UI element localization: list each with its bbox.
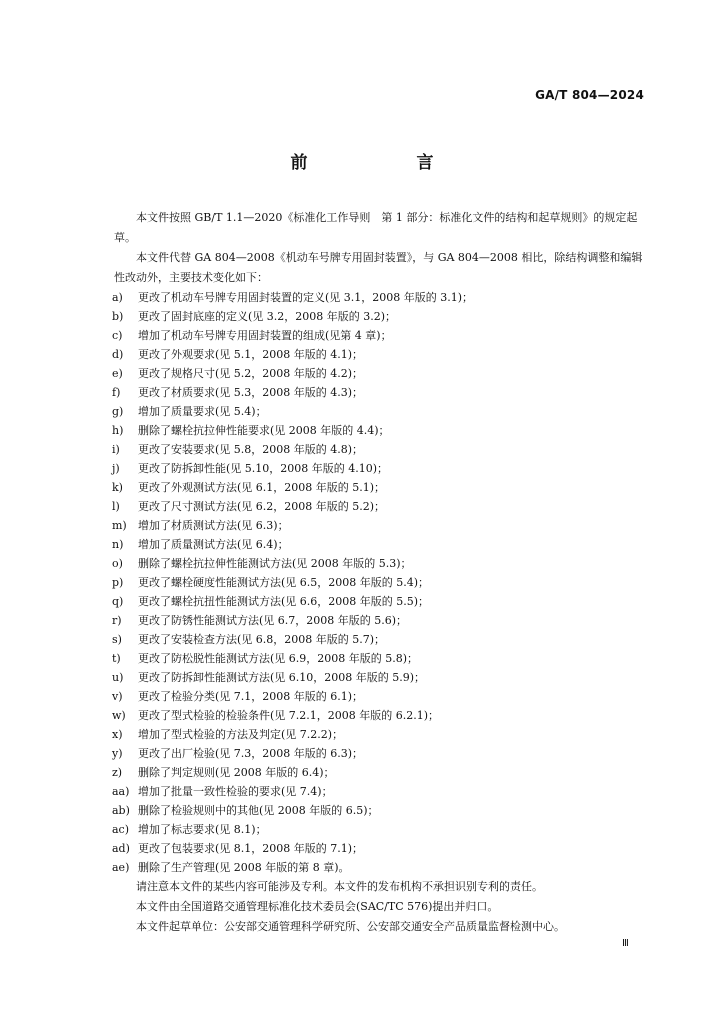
- list-item: [112, 668, 648, 687]
- list-item: [112, 820, 648, 839]
- committee-statement: 本文件由全国道路交通管理标准化技术委员会(SAC/TC 576)提出并归口。: [136, 900, 499, 913]
- list-item-label: r): [112, 614, 122, 627]
- list-item: [112, 440, 648, 459]
- list-item-text: 更改了安装检查方法(见 6.8，2008 年版的 5.7)；: [138, 633, 386, 646]
- list-item-text: 更改了检验分类(见 7.1，2008 年版的 6.1)；: [138, 690, 364, 703]
- list-item-label: w): [112, 709, 126, 722]
- list-item-text: 增加了质量测试方法(见 6.4)；: [138, 538, 289, 551]
- list-item-text: 更改了尺寸测试方法(见 6.2，2008 年版的 5.2)；: [138, 500, 386, 513]
- patent-notice: 请注意本文件的某些内容可能涉及专利。本文件的发布机构不承担识别专利的责任。: [136, 880, 543, 893]
- list-item-label: s): [112, 633, 122, 646]
- list-item-label: n): [112, 538, 124, 551]
- list-item-text: 更改了包装要求(见 8.1，2008 年版的 7.1)；: [138, 842, 364, 855]
- list-item-text: 更改了安装要求(见 5.8，2008 年版的 4.8)；: [138, 443, 364, 456]
- list-item-label: ad): [112, 842, 130, 855]
- list-item-text: 更改了防松脱性能测试方法(见 6.9，2008 年版的 5.8)；: [138, 652, 419, 665]
- list-item-label: z): [112, 766, 123, 779]
- list-item-text: 增加了质量要求(见 5.4)；: [138, 405, 267, 418]
- list-item-label: h): [112, 424, 124, 437]
- list-item-label: a): [112, 291, 123, 304]
- list-item-text: 更改了型式检验的检验条件(见 7.2.1，2008 年版的 6.2.1)；: [138, 709, 440, 722]
- list-item-text: 增加了型式检验的方法及判定(见 7.2.2)；: [138, 728, 344, 741]
- list-item: [112, 554, 648, 573]
- list-item-text: 删除了判定规则(见 2008 年版的 6.4)；: [138, 766, 335, 779]
- list-item-text: 增加了批量一致性检验的要求(见 7.4)；: [138, 785, 333, 798]
- list-item: [112, 782, 648, 801]
- list-item-label: f): [112, 386, 121, 399]
- list-item: [112, 497, 648, 516]
- list-item: [112, 402, 648, 421]
- list-item: [112, 459, 648, 478]
- list-item-text: 更改了防锈性能测试方法(见 6.7，2008 年版的 5.6)；: [138, 614, 408, 627]
- list-item-text: 删除了生产管理(见 2008 年版的第 8 章)。: [138, 861, 350, 874]
- list-item-label: k): [112, 481, 123, 494]
- list-item-label: v): [112, 690, 123, 703]
- list-item: [112, 725, 648, 744]
- list-item-label: l): [112, 500, 120, 513]
- list-item-text: 更改了固封底座的定义(见 3.2，2008 年版的 3.2)；: [138, 310, 397, 323]
- list-item-text: 删除了检验规则中的其他(见 2008 年版的 6.5)；: [138, 804, 379, 817]
- list-item: [112, 307, 648, 326]
- list-item-label: g): [112, 405, 124, 418]
- list-item-label: e): [112, 367, 123, 380]
- list-item-label: ab): [112, 804, 130, 817]
- list-item-label: t): [112, 652, 121, 665]
- list-item: [112, 801, 648, 820]
- list-item: [112, 478, 648, 497]
- list-item: [112, 516, 648, 535]
- list-item: [112, 687, 648, 706]
- list-item: [112, 383, 648, 402]
- list-item-label: b): [112, 310, 124, 323]
- list-item-text: 删除了螺栓抗拉伸性能要求(见 2008 年版的 4.4)；: [138, 424, 390, 437]
- list-item-label: d): [112, 348, 124, 361]
- list-item-label: q): [112, 595, 124, 608]
- list-item-text: 增加了材质测试方法(见 6.3)；: [138, 519, 289, 532]
- list-item: [112, 839, 648, 858]
- foreword-paragraph-replacement: 本文件代替 GA 804—2008《机动车号牌专用固封装置》，与 GA 804—2008 相比，除结构调整和编辑性改动外，主要技术变化如下：: [114, 251, 643, 284]
- drafting-units: 本文件起草单位：公安部交通管理科学研究所、公安部交通安全产品质量监督检测中心。: [136, 920, 565, 933]
- change-list: [114, 288, 648, 877]
- list-item-text: 更改了出厂检验(见 7.3，2008 年版的 6.3)；: [138, 747, 364, 760]
- list-item-text: 增加了标志要求(见 8.1)；: [138, 823, 267, 836]
- list-item-text: 更改了螺栓抗扭性能测试方法(见 6.6，2008 年版的 5.5)；: [138, 595, 430, 608]
- list-item: [112, 364, 648, 383]
- list-item: [112, 573, 648, 592]
- list-item-label: p): [112, 576, 124, 589]
- list-item-text: 增加了机动车号牌专用固封装置的组成(见第 4 章)；: [138, 329, 392, 342]
- list-item-label: y): [112, 747, 123, 760]
- list-item: [112, 592, 648, 611]
- list-item-text: 更改了防拆卸性能(见 5.10，2008 年版的 4.10)；: [138, 462, 389, 475]
- list-item-text: 更改了防拆卸性能测试方法(见 6.10，2008 年版的 5.9)；: [138, 671, 426, 684]
- list-item-label: ac): [112, 823, 130, 836]
- list-item-text: 更改了机动车号牌专用固封装置的定义(见 3.1，2008 年版的 3.1)；: [138, 291, 474, 304]
- list-item-text: 更改了外观要求(见 5.1，2008 年版的 4.1)；: [138, 348, 364, 361]
- list-item-label: c): [112, 329, 123, 342]
- page-title: 前 言: [290, 153, 480, 173]
- list-item: [112, 744, 648, 763]
- list-item-label: i): [112, 443, 120, 456]
- standard-code: GA/T 804—2024: [535, 88, 644, 102]
- list-item-label: aa): [112, 785, 130, 798]
- list-item-label: x): [112, 728, 123, 741]
- list-item: [112, 649, 648, 668]
- list-item-text: 更改了材质要求(见 5.3，2008 年版的 4.3)；: [138, 386, 364, 399]
- list-item-label: m): [112, 519, 127, 532]
- list-item-text: 更改了外观测试方法(见 6.1，2008 年版的 5.1)；: [138, 481, 386, 494]
- page-number: Ⅲ: [622, 938, 629, 949]
- foreword-paragraph-drafting: 本文件按照 GB/T 1.1—2020《标准化工作导则 第 1 部分：标准化文件的结构和起草规则》的规定起草。: [114, 211, 638, 244]
- foreword-body: [114, 208, 648, 937]
- list-item-label: o): [112, 557, 123, 570]
- list-item-text: 删除了螺栓抗拉伸性能测试方法(见 2008 年版的 5.3)；: [138, 557, 412, 570]
- list-item-label: j): [112, 462, 120, 475]
- list-item: [112, 706, 648, 725]
- list-item: [112, 345, 648, 364]
- list-item: [112, 535, 648, 554]
- list-item: [112, 611, 648, 630]
- list-item: [112, 630, 648, 649]
- list-item: [112, 288, 648, 307]
- list-item-text: 更改了螺栓硬度性能测试方法(见 6.5，2008 年版的 5.4)；: [138, 576, 430, 589]
- list-item: [112, 858, 648, 877]
- list-item: [112, 326, 648, 345]
- list-item: [112, 763, 648, 782]
- list-item-label: u): [112, 671, 124, 684]
- list-item: [112, 421, 648, 440]
- list-item-text: 更改了规格尺寸(见 5.2，2008 年版的 4.2)；: [138, 367, 364, 380]
- list-item-label: ae): [112, 861, 130, 874]
